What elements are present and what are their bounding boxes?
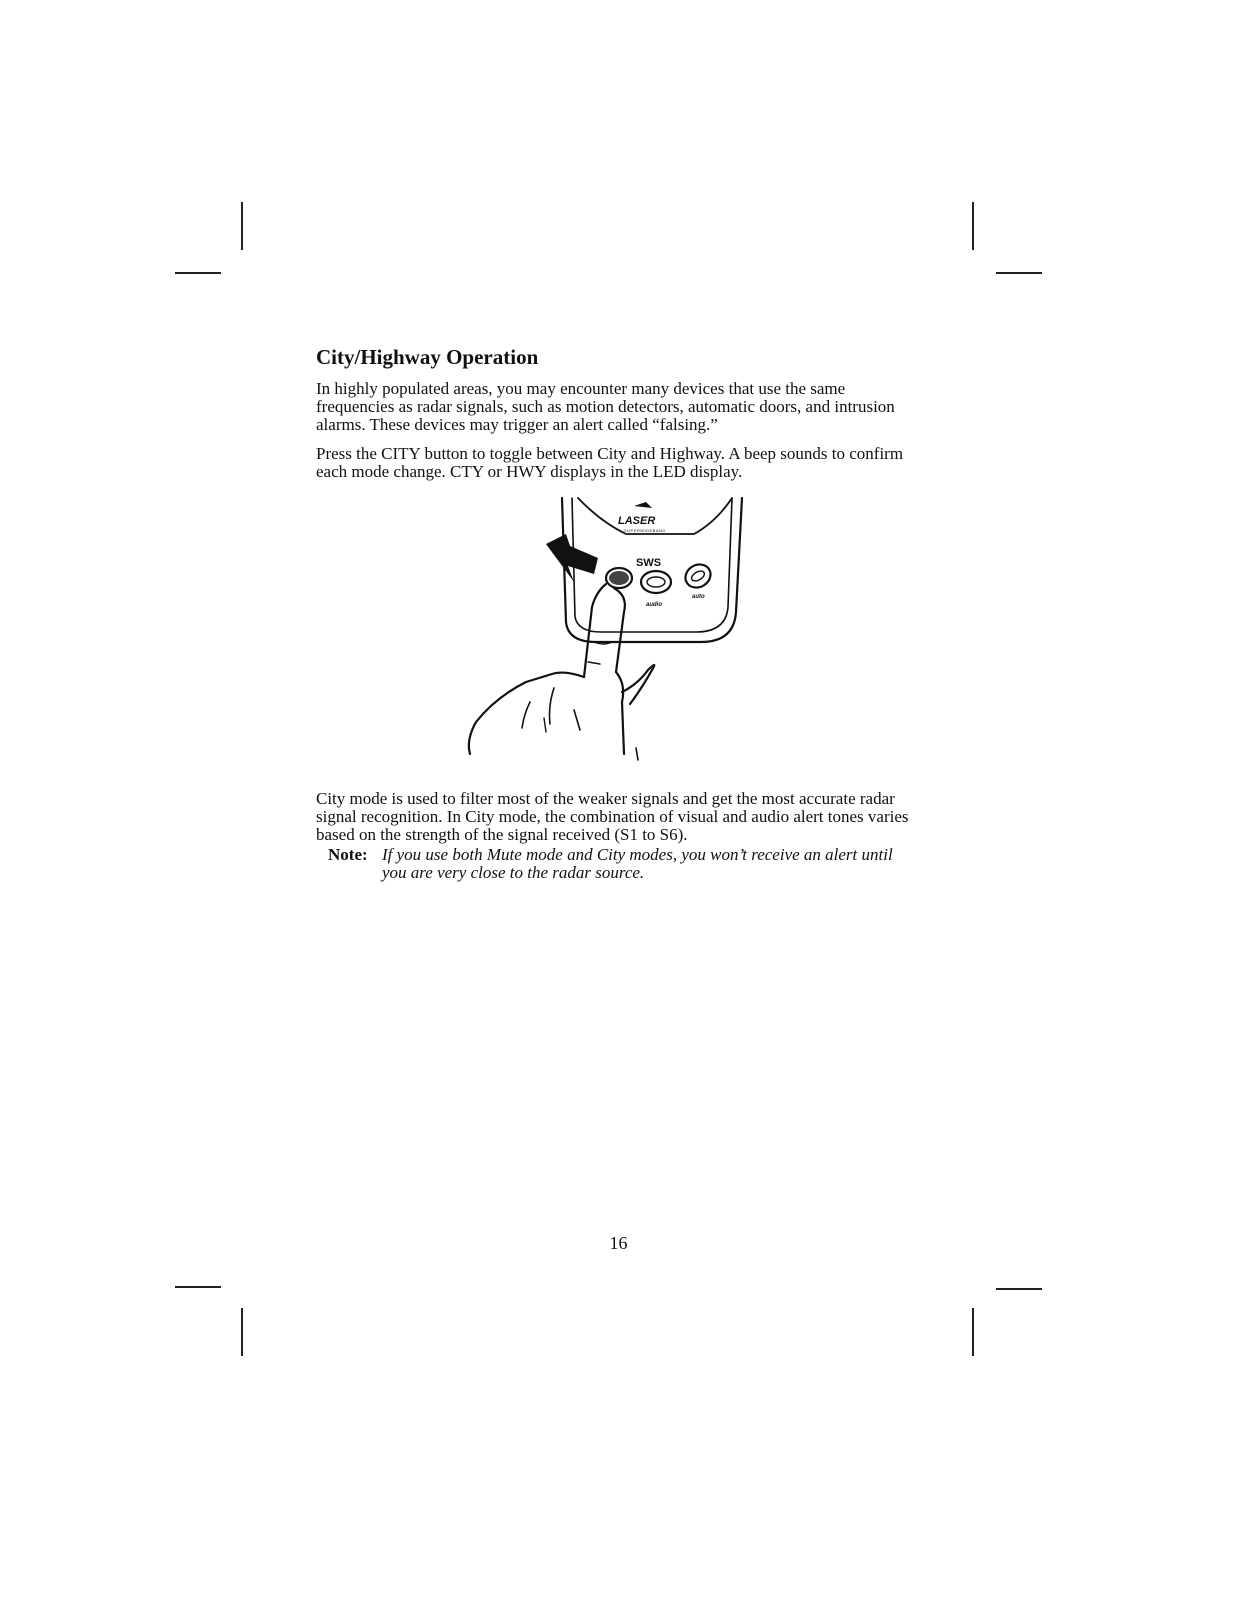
city-button-paragraph: Press the CITY button to toggle between City and Highway. A beep sounds to confirm each mode change. CTY or HWY displays in the LED display.: [316, 444, 904, 481]
note-label: Note:: [328, 845, 368, 864]
crop-mark-top-right-vertical: [972, 202, 974, 250]
crop-mark-bottom-left-horizontal: [175, 1286, 221, 1288]
note-text: If you use both Mute mode and City modes, you won’t receive an alert until you are very close to the radar source.: [382, 845, 893, 882]
brand-logo-text: LASER: [618, 515, 656, 527]
crop-mark-top-right-horizontal: [996, 272, 1042, 274]
crop-mark-bottom-right-horizontal: [996, 1288, 1042, 1290]
crop-mark-bottom-left-vertical: [241, 1308, 243, 1356]
brand-sub-text: SUPERWIDEBAND: [624, 528, 666, 533]
crop-mark-top-left-vertical: [241, 202, 243, 250]
note-block: [316, 846, 916, 882]
audio-button-label: audio: [646, 602, 662, 608]
sws-label: SWS: [636, 557, 662, 569]
crop-mark-top-left-horizontal: [175, 272, 221, 274]
section-heading: City/Highway Operation: [316, 345, 539, 369]
detector-hand-drawing: [316, 492, 916, 772]
city-mode-paragraph: City mode is used to filter most of the weaker signals and get the most accurate radar signal recognition. In City mode, the combination of visual and audio alert tones varies based on the strength of the signal received (S1 to S6).: [316, 789, 909, 844]
manual-page-content: [316, 344, 916, 882]
auto-button-label: auto: [692, 594, 705, 600]
page-number: 16: [609, 1233, 628, 1253]
crop-mark-bottom-right-vertical: [972, 1308, 974, 1356]
city-button-illustration: [316, 492, 916, 772]
intro-paragraph: In highly populated areas, you may encounter many devices that use the same frequencies as radar signals, such as motion detectors, automatic doors, and intrusion alarms. These devices may trigger an alert called “falsing.”: [316, 379, 895, 434]
